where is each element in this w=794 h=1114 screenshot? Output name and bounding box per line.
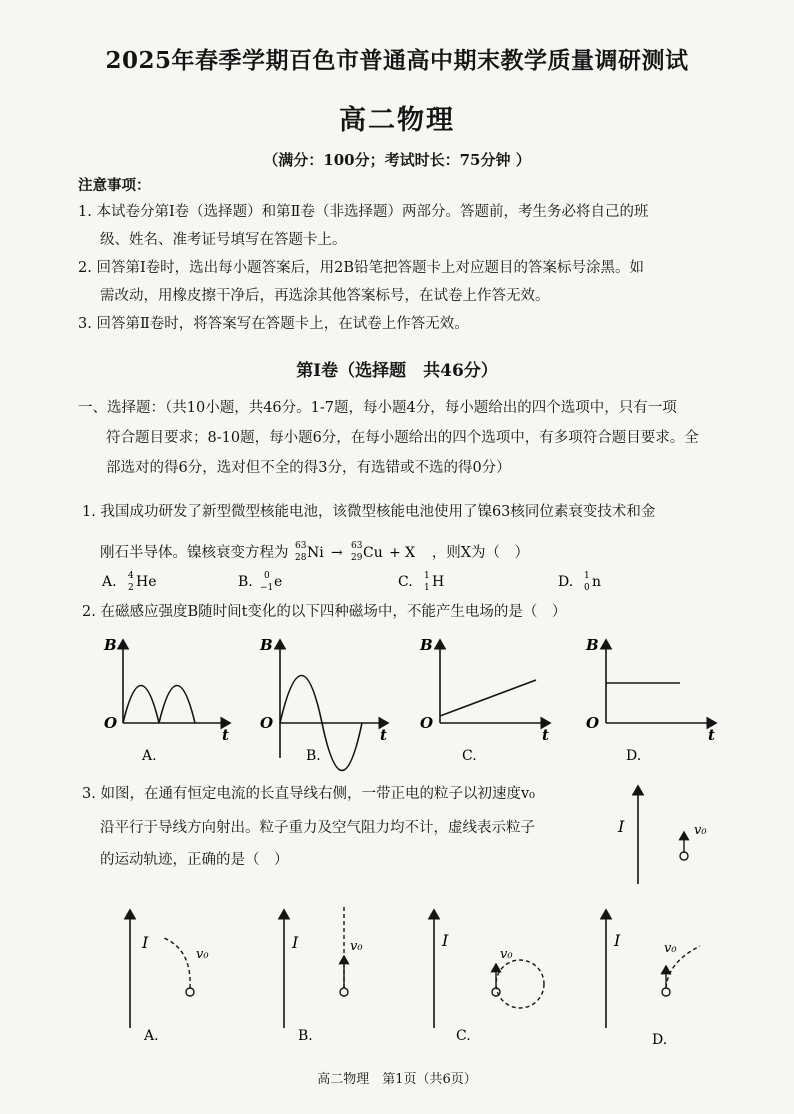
- svg-text:−1: −1: [260, 583, 274, 593]
- svg-text:v₀: v₀: [350, 939, 363, 954]
- ni-symbol: Ni: [307, 545, 324, 561]
- svg-text:e: e: [274, 574, 283, 590]
- q3-option-d[interactable]: [606, 910, 700, 1048]
- graph-a[interactable]: [103, 636, 230, 764]
- plus-x: + X: [389, 545, 416, 561]
- cu-symbol: Cu: [363, 545, 383, 561]
- q1-line: 1. 我国成功研发了新型微型核能电池，该微型核能电池使用了镍63核同位素衰变技术和金: [82, 504, 656, 520]
- nuclear-equation: [293, 538, 427, 564]
- svg-text:O: O: [260, 714, 274, 732]
- graph-b-label: B.: [306, 748, 321, 764]
- svg-text:1: 1: [424, 571, 430, 581]
- svg-text:H: H: [432, 574, 445, 590]
- q1-option-a[interactable]: [101, 571, 157, 593]
- graph-c[interactable]: [419, 636, 550, 764]
- svg-text:B.: B.: [298, 1028, 313, 1044]
- q3-line: 沿平行于导线方向射出。粒子重力及空气阻力均不计，虚线表示粒子: [100, 820, 535, 836]
- svg-text:C.: C.: [456, 1028, 471, 1044]
- q3-option-c[interactable]: [434, 910, 544, 1044]
- exam-meta: （满分：100分；考试时长：75分钟 ）: [263, 151, 531, 169]
- svg-text:A.: A.: [102, 574, 117, 590]
- graph-d-label: D.: [626, 748, 642, 764]
- instruction-line: 部选对的得6分，选对但不全的得3分，有选错或不选的得0分）: [106, 460, 511, 476]
- arrow: →: [331, 545, 343, 561]
- svg-text:I: I: [614, 931, 621, 950]
- svg-text:B: B: [104, 636, 117, 654]
- q1-text-suffix: ，则X为（ ）: [431, 545, 530, 561]
- svg-text:v₀: v₀: [694, 823, 707, 838]
- svg-text:t: t: [708, 726, 715, 744]
- graph-b[interactable]: [259, 636, 388, 771]
- svg-text:D.: D.: [652, 1032, 668, 1048]
- q3-line: 3. 如图，在通有恒定电流的长直导线右侧，一带正电的粒子以初速度v₀: [82, 786, 535, 802]
- instruction-line: 一、选择题：（共10小题，共46分。1-7题，每小题4分，每小题给出的四个选项中，只有一项: [78, 400, 677, 416]
- svg-text:v₀: v₀: [664, 941, 677, 956]
- svg-text:t: t: [222, 726, 229, 744]
- svg-text:B: B: [586, 636, 599, 654]
- section-title: 第Ⅰ卷（选择题 共46分）: [296, 361, 498, 381]
- svg-text:1: 1: [584, 571, 590, 581]
- notice-line: 2. 回答第Ⅰ卷时，选出每小题答案后，用2B铅笔把答题卡上对应题目的答案标号涂黑。如: [78, 260, 645, 276]
- ni-charge: 28: [295, 553, 307, 563]
- graph-d[interactable]: [585, 636, 716, 764]
- curve-a: [123, 686, 195, 724]
- svg-text:A.: A.: [144, 1028, 159, 1044]
- q1-option-c[interactable]: [398, 571, 444, 593]
- svg-text:2: 2: [128, 583, 134, 593]
- svg-text:I: I: [442, 931, 449, 950]
- svg-text:I: I: [142, 933, 149, 952]
- notice-title: 注意事项：: [78, 177, 151, 194]
- svg-text:C.: C.: [398, 574, 413, 590]
- svg-text:v₀: v₀: [500, 947, 513, 962]
- svg-text:v₀: v₀: [196, 947, 209, 962]
- q1-options: [100, 568, 640, 594]
- graph-a-label: A.: [142, 748, 157, 764]
- svg-text:I: I: [618, 817, 625, 836]
- instruction-line: 符合题目要求；8-10题，每小题6分，在每小题给出的四个选项中，有多项符合题目要求。全: [106, 430, 699, 446]
- svg-text:B: B: [260, 636, 273, 654]
- trajectory-a: [164, 938, 190, 988]
- q1-line: [100, 538, 529, 564]
- svg-text:n: n: [592, 574, 602, 590]
- svg-text:B: B: [420, 636, 433, 654]
- svg-text:0: 0: [584, 583, 590, 593]
- q3-option-b[interactable]: [284, 904, 363, 1044]
- notice-line: 需改动，用橡皮擦干净后，再选涂其他答案标号，在试卷上作答无效。: [100, 288, 550, 304]
- svg-text:He: He: [136, 574, 157, 590]
- q2-graphs: [90, 628, 730, 774]
- q1-option-d[interactable]: [558, 571, 601, 593]
- svg-text:t: t: [542, 726, 549, 744]
- q2-text: 2. 在磁感应强度B随时间t变化的以下四种磁场中，不能产生电场的是（ ）: [82, 604, 567, 620]
- q1-option-b[interactable]: [238, 571, 282, 593]
- ni-mass: 63: [295, 541, 307, 551]
- svg-text:O: O: [586, 714, 600, 732]
- graph-c-label: C.: [462, 748, 477, 764]
- svg-text:t: t: [380, 726, 387, 744]
- svg-text:I: I: [292, 933, 299, 952]
- svg-text:O: O: [104, 714, 118, 732]
- q1-text-prefix: 刚石半导体。镍核衰变方程为: [100, 545, 289, 561]
- notice-line: 3. 回答第Ⅱ卷时，将答案写在答题卡上，在试卷上作答无效。: [78, 316, 469, 332]
- svg-text:4: 4: [128, 571, 134, 581]
- exam-title: 2025年春季学期百色市普通高中期末教学质量调研测试: [105, 47, 689, 74]
- notice-line: 级、姓名、准考证号填写在答题卡上。: [100, 232, 347, 248]
- cu-charge: 29: [351, 553, 363, 563]
- q3-option-a[interactable]: [130, 910, 209, 1044]
- curve-c: [440, 680, 536, 716]
- cu-mass: 63: [351, 541, 363, 551]
- subject-title: 高二物理: [339, 105, 455, 136]
- svg-text:O: O: [420, 714, 434, 732]
- page-footer: 高二物理 第1页（共6页）: [317, 1072, 477, 1087]
- svg-text:1: 1: [424, 583, 430, 593]
- q3-reference-figure: [610, 780, 730, 890]
- svg-text:D.: D.: [558, 574, 574, 590]
- q3-options: [100, 900, 740, 1050]
- q3-line: 的运动轨迹，正确的是（ ）: [100, 852, 289, 868]
- svg-text:0: 0: [264, 571, 270, 581]
- notice-line: 1. 本试卷分第Ⅰ卷（选择题）和第Ⅱ卷（非选择题）两部分。答题前，考生务必将自己的班: [78, 204, 649, 220]
- svg-text:B.: B.: [238, 574, 253, 590]
- trajectory-c: [496, 960, 544, 1008]
